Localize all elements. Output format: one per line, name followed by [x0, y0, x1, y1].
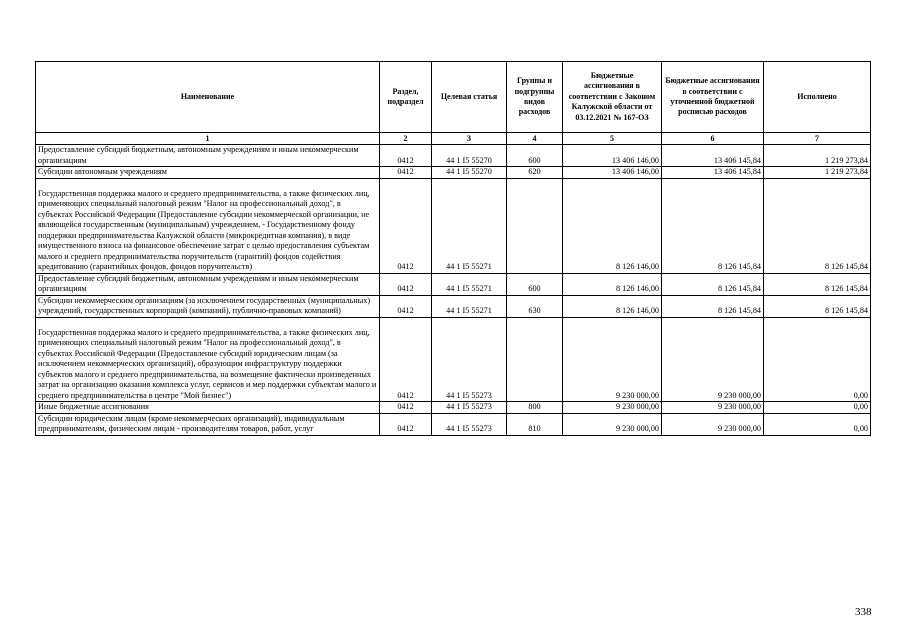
row-expense-group — [507, 317, 563, 402]
row-expense-group: 620 — [507, 167, 563, 179]
row-roster-amount: 9 230 000,00 — [662, 402, 764, 414]
table-row — [36, 178, 871, 273]
row-law-amount: 9 230 000,00 — [563, 413, 662, 435]
row-law-amount: 8 126 146,00 — [563, 273, 662, 295]
row-name: Государственная поддержка малого и среднего предпринимательства, а также физических лиц, применяющих специальный налоговый режим "Налог на профессиональный доход", в субъектах Российской Федерации (Предоставление субсидий юридическим лицам (за исключением некоммерческих организаций), образующим инфраструктуру поддержки субъектов малого и среднего предпринимательства, на возмещение фактически произведенных затрат на организацию оказания комплекса услуг, сервисов и мер поддержки субъектам малого и среднего предпринимательства в центре "Мой бизнес") — [36, 317, 380, 402]
row-roster-amount: 9 230 000,00 — [662, 317, 764, 402]
row-name: Субсидии автономным учреждениям — [36, 167, 380, 179]
row-target-article: 44 1 I5 55271 — [432, 178, 507, 273]
table-row — [36, 273, 871, 295]
row-section: 0412 — [380, 413, 432, 435]
row-expense-group: 600 — [507, 145, 563, 167]
header-expense-group: Группы и подгруппы видов расходов — [507, 62, 563, 133]
row-target-article: 44 1 I5 55270 — [432, 145, 507, 167]
column-number: 4 — [507, 133, 563, 145]
row-roster-amount: 13 406 145,84 — [662, 167, 764, 179]
row-law-amount: 8 126 146,00 — [563, 295, 662, 317]
header-law-appropriations: Бюджетные ассигнования в соответствии с Законом Калужской области от 03.12.2021 № 167-ОЗ — [563, 62, 662, 133]
row-name: Субсидии некоммерческим организациям (за исключением государственных (муниципальных) учреждений, государственных корпораций (компаний), публично-правовых компаний) — [36, 295, 380, 317]
row-law-amount: 9 230 000,00 — [563, 402, 662, 414]
row-roster-amount: 8 126 145,84 — [662, 295, 764, 317]
row-target-article: 44 1 I5 55271 — [432, 273, 507, 295]
row-section: 0412 — [380, 317, 432, 402]
row-section: 0412 — [380, 273, 432, 295]
row-law-amount: 13 406 146,00 — [563, 167, 662, 179]
row-executed: 8 126 145,84 — [764, 273, 871, 295]
row-target-article: 44 1 I5 55273 — [432, 317, 507, 402]
row-expense-group: 800 — [507, 402, 563, 414]
table-row — [36, 402, 871, 414]
row-executed: 0,00 — [764, 413, 871, 435]
row-name: Иные бюджетные ассигнования — [36, 402, 380, 414]
page-number: 338 — [855, 606, 872, 618]
table-row — [36, 167, 871, 179]
table-row — [36, 295, 871, 317]
header-roster-appropriations: Бюджетные ассигнования в соответствии с уточненной бюджетной росписью расходов — [662, 62, 764, 133]
row-law-amount: 13 406 146,00 — [563, 145, 662, 167]
row-target-article: 44 1 I5 55270 — [432, 167, 507, 179]
table-row — [36, 413, 871, 435]
column-number: 2 — [380, 133, 432, 145]
header-name: Наименование — [36, 62, 380, 133]
row-name: Субсидии юридическим лицам (кроме некоммерческих организаций), индивидуальным предпринимателям, физическим лицам - производителям товаров, работ, услуг — [36, 413, 380, 435]
row-name: Предоставление субсидий бюджетным, автономным учреждениям и иным некоммерческим организациям — [36, 145, 380, 167]
row-expense-group: 630 — [507, 295, 563, 317]
header-section: Раздел, подраздел — [380, 62, 432, 133]
column-number-row — [36, 133, 871, 145]
row-executed: 1 219 273,84 — [764, 145, 871, 167]
row-executed: 8 126 145,84 — [764, 295, 871, 317]
row-section: 0412 — [380, 402, 432, 414]
row-target-article: 44 1 I5 55271 — [432, 295, 507, 317]
row-section: 0412 — [380, 178, 432, 273]
row-expense-group — [507, 178, 563, 273]
column-number: 6 — [662, 133, 764, 145]
row-expense-group: 600 — [507, 273, 563, 295]
row-name: Предоставление субсидий бюджетным, автономным учреждениям и иным некоммерческим организациям — [36, 273, 380, 295]
column-number: 5 — [563, 133, 662, 145]
row-roster-amount: 8 126 145,84 — [662, 178, 764, 273]
row-executed: 1 219 273,84 — [764, 167, 871, 179]
row-executed: 8 126 145,84 — [764, 178, 871, 273]
row-executed: 0,00 — [764, 402, 871, 414]
table-row — [36, 317, 871, 402]
row-law-amount: 8 126 146,00 — [563, 178, 662, 273]
row-target-article: 44 1 I5 55273 — [432, 413, 507, 435]
header-target-article: Целевая статья — [432, 62, 507, 133]
budget-execution-table — [35, 61, 871, 436]
table-row — [36, 145, 871, 167]
column-number: 3 — [432, 133, 507, 145]
row-expense-group: 810 — [507, 413, 563, 435]
row-section: 0412 — [380, 145, 432, 167]
row-roster-amount: 13 406 145,84 — [662, 145, 764, 167]
row-roster-amount: 9 230 000,00 — [662, 413, 764, 435]
row-section: 0412 — [380, 167, 432, 179]
row-target-article: 44 1 I5 55273 — [432, 402, 507, 414]
row-law-amount: 9 230 000,00 — [563, 317, 662, 402]
row-executed: 0,00 — [764, 317, 871, 402]
column-number: 1 — [36, 133, 380, 145]
header-executed: Исполнено — [764, 62, 871, 133]
row-section: 0412 — [380, 295, 432, 317]
row-roster-amount: 8 126 145,84 — [662, 273, 764, 295]
column-number: 7 — [764, 133, 871, 145]
row-name: Государственная поддержка малого и среднего предпринимательства, а также физических лиц, применяющих специальный налоговый режим "Налог на профессиональный доход", в субъектах Российской Федерации (Предоставление субсидии некоммерческой организации, не являющейся государственным (муниципальным) учреждением, - Государственному фонду поддержки предпринимательства Калужской области (микрокредитная компания), в виде имущественного взноса на финансовое обеспечение затрат с целью предоставления субъектам малого и среднего предпринимательства поручительств (гарантий) фондов содействия кредитованию (гарантийных фондов, фондов поручительств) — [36, 178, 380, 273]
header-row — [36, 62, 871, 133]
